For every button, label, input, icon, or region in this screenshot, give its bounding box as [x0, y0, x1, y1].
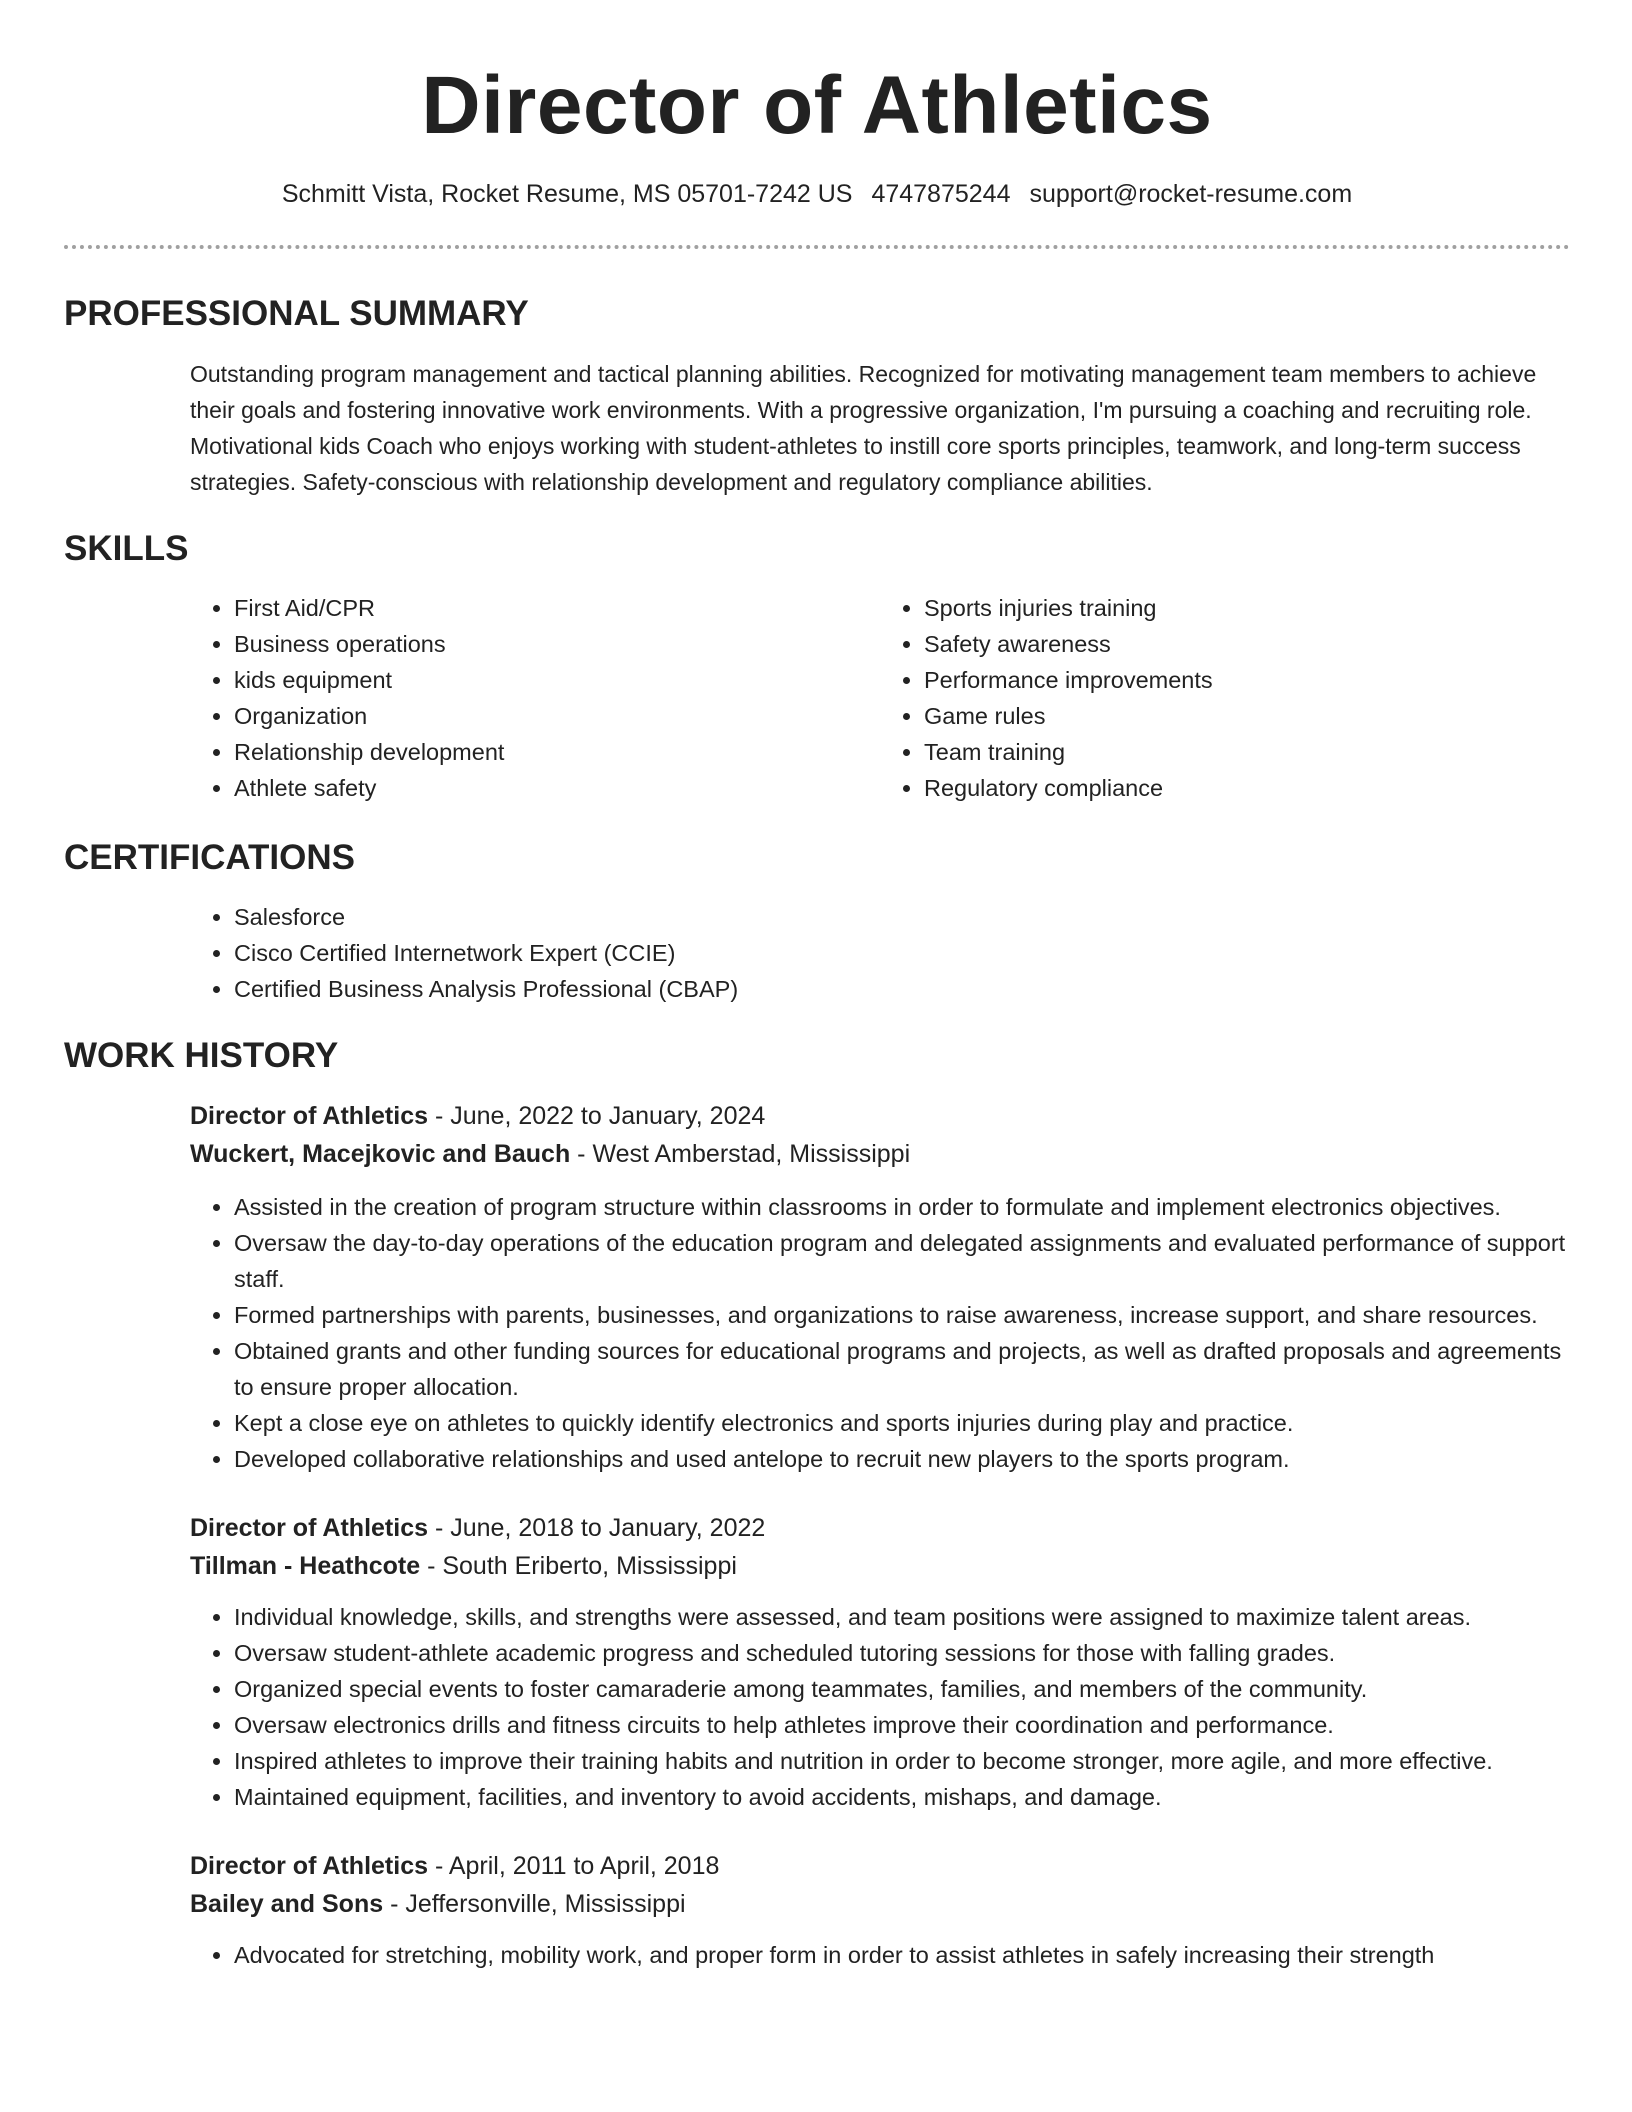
skill-item: • Relationship development [234, 734, 880, 770]
job-entry [190, 1847, 1570, 1973]
job-bullet: • Advocated for stretching, mobility work, and proper form in order to assist athletes in safely increasing their strength [234, 1937, 1570, 1973]
job-company: Bailey and Sons [190, 1890, 384, 1918]
contact-line [64, 178, 1570, 210]
job-bullet: • Obtained grants and other funding sources for educational programs and projects, as well as drafted proposals and agreements to ensure proper allocation. [234, 1333, 1570, 1405]
job-bullet: • Organized special events to foster camaraderie among teammates, families, and members of the community. [234, 1671, 1570, 1707]
job-bullets [190, 1937, 1570, 1973]
job-location: - West Amberstad, Mississippi [570, 1140, 911, 1168]
job-bullets [190, 1599, 1570, 1815]
job-company-line [190, 1547, 1570, 1585]
job-company: Tillman - Heathcote [190, 1552, 421, 1580]
job-title-line [190, 1509, 1570, 1547]
contact-address: Schmitt Vista, Rocket Resume, MS 05701-7242 US [281, 180, 853, 208]
work-history-heading: WORK HISTORY [64, 1036, 339, 1075]
job-role: Director of Athletics [190, 1102, 429, 1130]
resume-page [64, 0, 1570, 1973]
job-title-line [190, 1097, 1570, 1135]
skills-heading: SKILLS [64, 529, 189, 568]
summary-text: Outstanding program management and tactical planning abilities. Recognized for motivating management team members to achieve their goals and fostering innovative work environments. With a progressive organization, I'm pursuing a coaching and recruiting role. Motivational kids Coach who enjoys working with student-athletes to instill core sports principles, teamwork, and long-term success strategies. Safety-conscious with relationship development and regulatory compliance abilities. [190, 361, 1537, 495]
certifications-heading: CERTIFICATIONS [64, 838, 356, 877]
job-entry [190, 1097, 1570, 1477]
job-company: Wuckert, Macejkovic and Bauch [190, 1140, 571, 1168]
job-bullet: • Oversaw electronics drills and fitness circuits to help athletes improve their coordination and performance. [234, 1707, 1570, 1743]
job-dates: - April, 2011 to April, 2018 [428, 1852, 720, 1880]
job-title-line [190, 1847, 1570, 1885]
job-bullet: • Oversaw the day-to-day operations of the education program and delegated assignments and evaluated performance of support staff. [234, 1225, 1570, 1297]
certification-item: • Salesforce [234, 899, 1570, 935]
skill-item: • Game rules [924, 698, 1570, 734]
job-bullet: • Assisted in the creation of program structure within classrooms in order to formulate and implement electronics objectives. [234, 1189, 1570, 1225]
skill-item: • kids equipment [234, 662, 880, 698]
job-dates: - June, 2022 to January, 2024 [428, 1102, 766, 1130]
skill-item: • Sports injuries training [924, 590, 1570, 626]
skill-item: • Athlete safety [234, 770, 880, 806]
job-company-line [190, 1135, 1570, 1173]
skill-item: • Performance improvements [924, 662, 1570, 698]
job-bullets [190, 1189, 1570, 1477]
job-bullet: • Formed partnerships with parents, businesses, and organizations to raise awareness, increase support, and share resources. [234, 1297, 1570, 1333]
skill-item: • Team training [924, 734, 1570, 770]
job-location: - South Eriberto, Mississippi [420, 1552, 737, 1580]
job-company-line [190, 1885, 1570, 1923]
skill-item: • Organization [234, 698, 880, 734]
contact-email: support@rocket-resume.com [1029, 180, 1353, 208]
dotted-divider [64, 245, 1570, 249]
skills-column-right [880, 590, 1570, 806]
contact-phone: 4747875244 [871, 180, 1011, 208]
job-bullet: • Individual knowledge, skills, and strengths were assessed, and team positions were assigned to maximize talent areas. [234, 1599, 1570, 1635]
certification-item: • Certified Business Analysis Professional (CBAP) [234, 971, 1570, 1007]
skill-item: • Regulatory compliance [924, 770, 1570, 806]
job-location: - Jeffersonville, Mississippi [383, 1890, 686, 1918]
job-bullet: • Oversaw student-athlete academic progress and scheduled tutoring sessions for those with falling grades. [234, 1635, 1570, 1671]
job-bullet: • Kept a close eye on athletes to quickly identify electronics and sports injuries during play and practice. [234, 1405, 1570, 1441]
job-role: Director of Athletics [190, 1514, 429, 1542]
job-bullet: • Inspired athletes to improve their training habits and nutrition in order to become stronger, more agile, and more effective. [234, 1743, 1570, 1779]
job-bullet: • Maintained equipment, facilities, and inventory to avoid accidents, mishaps, and damage. [234, 1779, 1570, 1815]
skills-list [190, 590, 1570, 806]
summary-heading: PROFESSIONAL SUMMARY [64, 294, 529, 333]
job-dates: - June, 2018 to January, 2022 [428, 1514, 766, 1542]
certification-item: • Cisco Certified Internetwork Expert (CCIE) [234, 935, 1570, 971]
job-bullet: • Developed collaborative relationships and used antelope to recruit new players to the sports program. [234, 1441, 1570, 1477]
job-entry [190, 1509, 1570, 1815]
job-role: Director of Athletics [190, 1852, 429, 1880]
skills-column-left [190, 590, 880, 806]
skill-item: • First Aid/CPR [234, 590, 880, 626]
skill-item: • Business operations [234, 626, 880, 662]
certifications-list [190, 899, 1570, 1007]
skill-item: • Safety awareness [924, 626, 1570, 662]
resume-name: Director of Athletics [421, 60, 1213, 151]
